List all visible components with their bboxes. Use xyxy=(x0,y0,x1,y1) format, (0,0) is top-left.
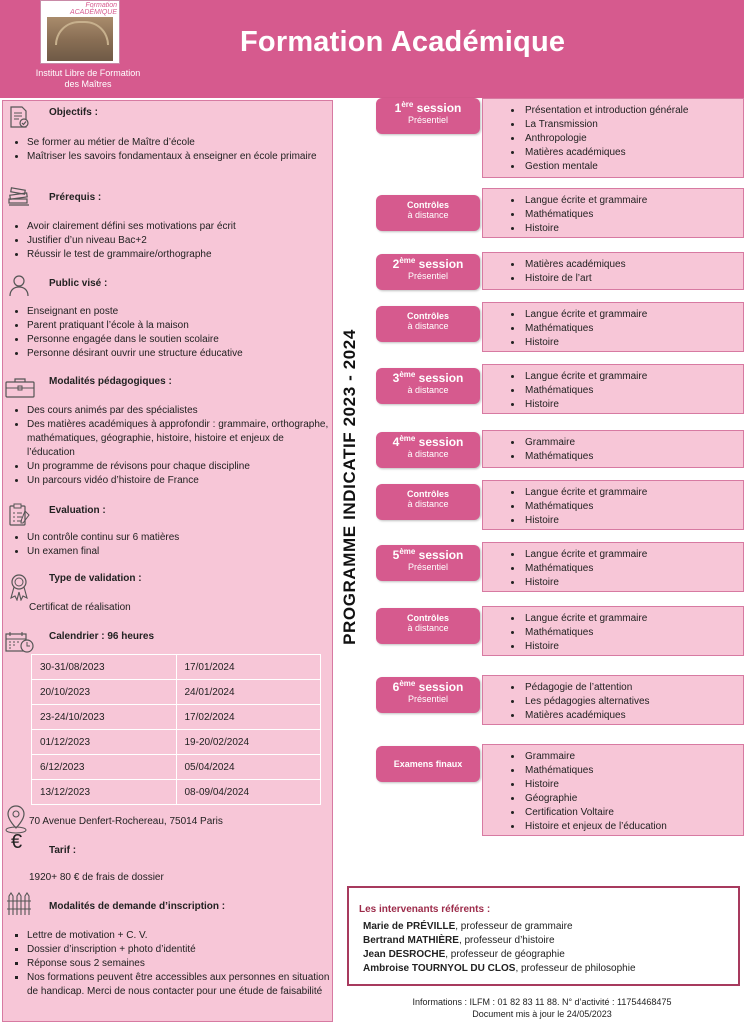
list-item: • Justifier d’un niveau Bac+2 xyxy=(27,234,332,248)
controles-content-2 xyxy=(482,302,744,352)
table-row: 13/12/2023 08-09/04/2024 xyxy=(32,780,321,805)
logo-line-1: Formation xyxy=(85,2,117,9)
modalites-list xyxy=(11,404,332,488)
list-item: • Un parcours vidéo d’histoire de France xyxy=(27,474,332,488)
list-item: • Mathématiques xyxy=(523,562,743,576)
session-content-4 xyxy=(482,430,744,468)
inscription-title: Modalités de demande d’inscription : xyxy=(49,901,226,912)
objectifs-list xyxy=(11,136,332,164)
examens-content xyxy=(482,744,744,836)
fence-icon xyxy=(5,889,33,917)
public-list xyxy=(11,305,332,361)
calendrier-title: Calendrier : 96 heures xyxy=(49,631,155,642)
table-row: 6/12/2023 05/04/2024 xyxy=(32,755,321,780)
logo-painting-image xyxy=(47,17,113,61)
session-label-4: 4ème session à distance xyxy=(376,432,480,468)
validation-title: Type de validation : xyxy=(49,573,142,584)
session-content-6 xyxy=(482,675,744,725)
list-item: • Pédagogie de l’attention xyxy=(523,681,743,695)
prerequis-title: Prérequis : xyxy=(49,192,102,203)
controles-label-2: Contrôles à distance xyxy=(376,306,480,342)
table-row: 23-24/10/2023 17/02/2024 xyxy=(32,705,321,730)
referents-box xyxy=(347,886,740,986)
list-item: • Mathématiques xyxy=(523,500,743,514)
list-item: • Anthropologie xyxy=(523,132,743,146)
page-header xyxy=(0,0,744,98)
modalites-title: Modalités pédagogiques : xyxy=(49,376,172,387)
list-item: • Se former au métier de Maître d’école xyxy=(27,136,332,150)
referents-list xyxy=(363,920,636,976)
public-title: Public visé : xyxy=(49,278,108,289)
controles-content-3 xyxy=(482,480,744,530)
list-item: • Matières académiques xyxy=(523,258,743,272)
list-item: • Des cours animés par des spécialistes xyxy=(27,404,332,418)
list-item: • Matières académiques xyxy=(523,709,743,723)
list-item: • Langue écrite et grammaire xyxy=(523,370,743,384)
list-item: • Mathématiques xyxy=(523,450,743,464)
list-item: • Mathématiques xyxy=(523,322,743,336)
referents-title: Les intervenants référents : xyxy=(359,904,491,915)
session-content-1 xyxy=(482,98,744,178)
footer-line-2: Document mis à jour le 24/05/2023 xyxy=(472,1009,612,1019)
document-check-icon xyxy=(7,105,31,129)
list-item: • Personne engagée dans le soutien scolaire xyxy=(27,333,332,347)
list-item: • Personne désirant ouvrir une structure éducative xyxy=(27,347,332,361)
list-item: • Histoire xyxy=(523,640,743,654)
list-item: • Histoire et enjeux de l’éducation xyxy=(523,820,743,834)
controles-label-3: Contrôles à distance xyxy=(376,484,480,520)
evaluation-list xyxy=(11,531,332,559)
controles-content-4 xyxy=(482,606,744,656)
list-item: • Histoire xyxy=(523,398,743,412)
session-content-2 xyxy=(482,252,744,290)
list-item: Jean DESROCHE, professeur de géographie xyxy=(363,949,565,960)
prerequis-list xyxy=(11,220,332,262)
list-item: • Histoire xyxy=(523,222,743,236)
list-item: • Grammaire xyxy=(523,436,743,450)
controles-label-4: Contrôles à distance xyxy=(376,608,480,644)
list-item: ▪ Réponse sous 2 semaines xyxy=(27,957,332,971)
institut-name: Institut Libre de Formation des Maîtres xyxy=(35,68,141,89)
list-item: Ambroise TOURNYOL DU CLOS, professeur de philosophie xyxy=(363,963,636,974)
list-item: • Grammaire xyxy=(523,750,743,764)
list-item: • Certification Voltaire xyxy=(523,806,743,820)
briefcase-icon xyxy=(5,375,35,399)
euro-icon: € xyxy=(11,831,23,853)
list-item: • Enseignant en poste xyxy=(27,305,332,319)
footer-info xyxy=(352,996,732,1020)
validation-text: Certificat de réalisation xyxy=(29,602,131,613)
list-item: • Un contrôle continu sur 6 matières xyxy=(27,531,332,545)
list-item: • Des matières académiques à approfondir : grammaire, orthographe, mathématiques, géographie, histoire, histoire et enjeux de l’éducation xyxy=(27,418,332,460)
session-label-1: 1ère session Présentiel xyxy=(376,98,480,134)
examens-label: Examens finaux xyxy=(376,746,480,782)
programme-vertical-title-wrap xyxy=(338,292,362,682)
list-item: • Mathématiques xyxy=(523,384,743,398)
programme-title: PROGRAMME INDICATIF 2023 - 2024 xyxy=(340,329,359,645)
list-item: • Histoire xyxy=(523,514,743,528)
list-item: ▪ Dossier d’inscription + photo d’identité xyxy=(27,943,332,957)
session-label-3: 3ème session à distance xyxy=(376,368,480,404)
table-row: 30-31/08/2023 17/01/2024 xyxy=(32,655,321,680)
logo xyxy=(40,0,120,64)
page-title: Formation Académique xyxy=(240,26,566,58)
controles-content-1 xyxy=(482,188,744,238)
list-item: • Mathématiques xyxy=(523,764,743,778)
tarif-text: 1920+ 80 € de frais de dossier xyxy=(29,872,164,883)
table-row: 01/12/2023 19-20/02/2024 xyxy=(32,730,321,755)
list-item: ▪ Nos formations peuvent être accessibles aux personnes en situation de handicap. Merci de nous contacter pour une étude de faisabilité xyxy=(27,971,332,999)
list-item: • Histoire xyxy=(523,336,743,350)
list-item: • La Transmission xyxy=(523,118,743,132)
list-item: • Langue écrite et grammaire xyxy=(523,486,743,500)
list-item: • Histoire de l’art xyxy=(523,272,743,286)
list-item: • Langue écrite et grammaire xyxy=(523,548,743,562)
list-item: • Un programme de révisons pour chaque discipline xyxy=(27,460,332,474)
session-label-2: 2ème session Présentiel xyxy=(376,254,480,290)
session-content-3 xyxy=(482,364,744,414)
evaluation-title: Evaluation : xyxy=(49,505,106,516)
table-row: 20/10/2023 24/01/2024 xyxy=(32,680,321,705)
footer-line-1: Informations : ILFM : 01 82 83 11 88. N° d’activité : 11754468475 xyxy=(412,997,672,1007)
person-icon xyxy=(7,273,31,297)
objectifs-title: Objectifs : xyxy=(49,107,98,118)
inscription-list xyxy=(11,929,332,999)
list-item: ▪ Lettre de motivation + C. V. xyxy=(27,929,332,943)
clipboard-icon xyxy=(7,503,31,527)
map-pin-icon xyxy=(3,804,29,834)
tarif-title: Tarif : xyxy=(49,845,77,856)
list-item: • Maîtriser les savoirs fondamentaux à enseigner en école primaire xyxy=(27,150,332,164)
list-item: • Un examen final xyxy=(27,545,332,559)
info-panel xyxy=(2,100,333,1022)
books-icon xyxy=(7,185,31,209)
list-item: • Histoire xyxy=(523,778,743,792)
list-item: • Langue écrite et grammaire xyxy=(523,194,743,208)
session-label-5: 5ème session Présentiel xyxy=(376,545,480,581)
list-item: • Mathématiques xyxy=(523,626,743,640)
list-item: • Les pédagogies alternatives xyxy=(523,695,743,709)
list-item: Bertrand MATHIÈRE, professeur d’histoire xyxy=(363,935,555,946)
list-item: • Avoir clairement défini ses motivations par écrit xyxy=(27,220,332,234)
logo-line-2: ACADÉMIQUE xyxy=(69,9,117,16)
address-text: 70 Avenue Denfert-Rochereau, 75014 Paris xyxy=(29,816,223,827)
list-item: Marie de PRÉVILLE, professeur de grammaire xyxy=(363,921,573,932)
list-item: • Langue écrite et grammaire xyxy=(523,612,743,626)
list-item: • Matières académiques xyxy=(523,146,743,160)
calendar-clock-icon xyxy=(5,630,35,654)
session-content-5 xyxy=(482,542,744,592)
session-label-6: 6ème session Présentiel xyxy=(376,677,480,713)
list-item: • Présentation et introduction générale xyxy=(523,104,743,118)
controles-label-1: Contrôles à distance xyxy=(376,195,480,231)
list-item: • Mathématiques xyxy=(523,208,743,222)
list-item: • Réussir le test de grammaire/orthographe xyxy=(27,248,332,262)
list-item: • Langue écrite et grammaire xyxy=(523,308,743,322)
list-item: • Parent pratiquant l’école à la maison xyxy=(27,319,332,333)
list-item: • Géographie xyxy=(523,792,743,806)
calendar-table xyxy=(31,654,321,805)
list-item: • Histoire xyxy=(523,576,743,590)
award-ribbon-icon xyxy=(7,573,31,601)
list-item: • Gestion mentale xyxy=(523,160,743,174)
